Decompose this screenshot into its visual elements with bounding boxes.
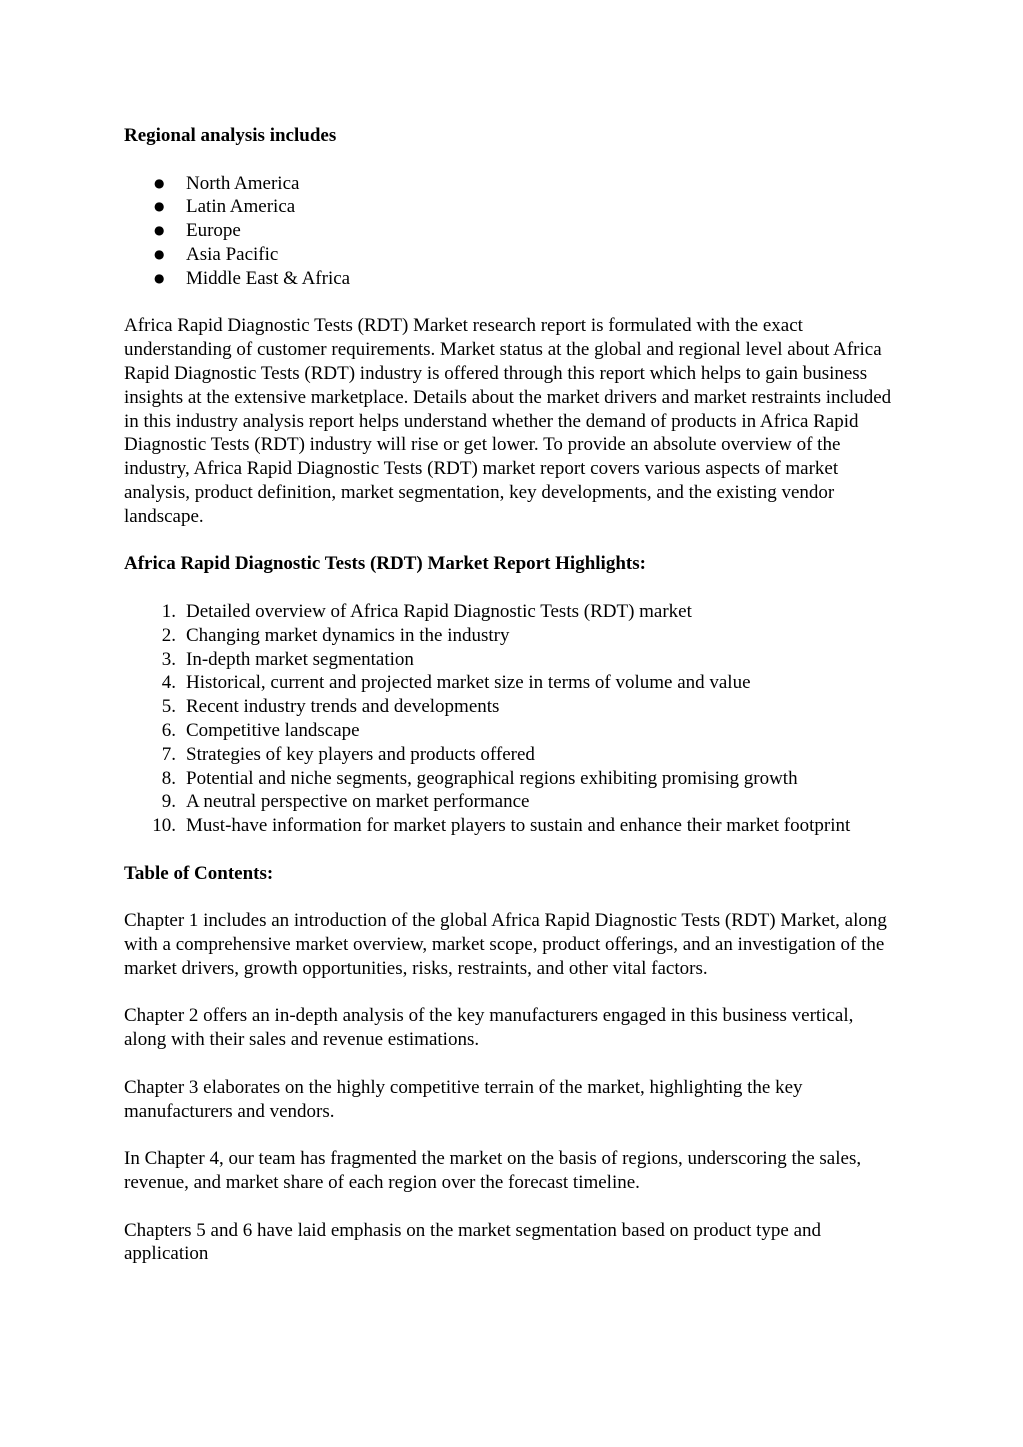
highlights-list	[124, 600, 894, 838]
list-item: ● Latin America	[154, 196, 296, 218]
chapter-paragraph: Chapter 1 includes an introduction of the global Africa Rapid Diagnostic Tests (RDT) Market, along with a comprehensive market overview, market scope, product offerings, and an investigation of the market drivers, growth opportunities, risks, restraints, and other vital factors.	[124, 910, 887, 979]
list-number: 1.	[161, 600, 176, 622]
bullet-icon: ●	[154, 175, 165, 190]
list-item: 10. Must-have information for market players to sustain and enhance their market footprint	[124, 814, 894, 838]
list-item: 2. Changing market dynamics in the industry	[124, 624, 894, 648]
list-item: 9. A neutral perspective on market performance	[124, 790, 894, 814]
list-number: 6.	[161, 719, 176, 741]
list-item: ● North America	[154, 172, 300, 194]
list-item: 7. Strategies of key players and products offered	[124, 743, 894, 767]
highlights-heading: Africa Rapid Diagnostic Tests (RDT) Market Report Highlights:	[124, 553, 646, 575]
regional-list	[124, 172, 894, 291]
list-number: 9.	[161, 791, 176, 813]
chapter-paragraph: In Chapter 4, our team has fragmented the market on the basis of regions, underscoring the sales, revenue, and market share of each region over the forecast timeline.	[124, 1148, 862, 1194]
list-number: 7.	[161, 743, 176, 765]
list-item: 5. Recent industry trends and developments	[124, 695, 894, 719]
list-item: ● Europe	[154, 220, 241, 242]
chapter-paragraph: Chapter 2 offers an in-depth analysis of the key manufacturers engaged in this business vertical, along with their sales and revenue estimations.	[124, 1005, 854, 1051]
list-number: 2.	[161, 624, 176, 646]
list-number: 4.	[161, 672, 176, 694]
bullet-icon: ●	[154, 199, 165, 214]
regional-heading: Regional analysis includes	[124, 125, 337, 146]
list-item: ● Middle East & Africa	[154, 267, 351, 289]
list-number: 3.	[161, 648, 176, 670]
bullet-icon: ●	[154, 270, 165, 285]
list-number: 5.	[161, 696, 176, 718]
list-number: 8.	[161, 767, 176, 789]
list-item: 8. Potential and niche segments, geographical regions exhibiting promising growth	[124, 767, 894, 791]
chapter-paragraph: Chapter 3 elaborates on the highly competitive terrain of the market, highlighting the key manufacturers and vendors.	[124, 1076, 803, 1122]
intro-paragraph: Africa Rapid Diagnostic Tests (RDT) Market research report is formulated with the exact understanding of customer requirements. Market status at the global and regional level about Africa Rapid Diagnostic Tests (RDT) industry is offered through this report which helps to gain business insights at the extensive marketplace. Details about the market drivers and market restraints included in this industry analysis report helps understand whether the demand of products in Africa Rapid Diagnostic Tests (RDT) industry will rise or get lower. To provide an absolute overview of the industry, Africa Rapid Diagnostic Tests (RDT) market report covers various aspects of market analysis, product definition, market segmentation, key developments, and the existing vendor landscape.	[124, 315, 892, 527]
list-number: 10.	[152, 815, 176, 837]
list-item: 3. In-depth market segmentation	[124, 648, 894, 672]
document-page	[124, 124, 894, 1266]
list-item: 1. Detailed overview of Africa Rapid Diagnostic Tests (RDT) market	[124, 600, 894, 624]
chapter-paragraph: Chapters 5 and 6 have laid emphasis on the market segmentation based on product type and application	[124, 1219, 822, 1265]
toc-heading: Table of Contents:	[124, 862, 274, 884]
list-item: 6. Competitive landscape	[124, 719, 894, 743]
list-item: 4. Historical, current and projected market size in terms of volume and value	[124, 671, 894, 695]
bullet-icon: ●	[154, 223, 165, 238]
bullet-icon: ●	[154, 246, 165, 261]
list-item: ● Asia Pacific	[154, 243, 279, 265]
